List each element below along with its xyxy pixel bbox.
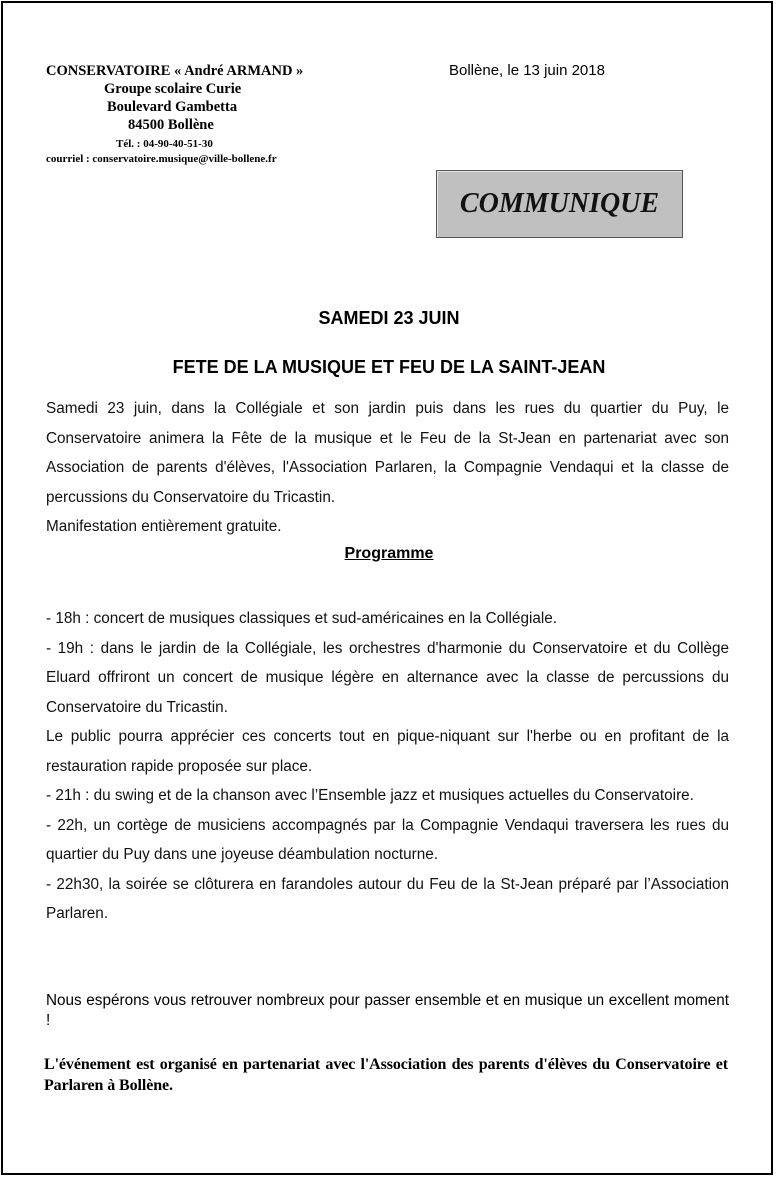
org-street: Boulevard Gambetta [107, 99, 238, 115]
programme-item-18h: - 18h : concert de musiques classiques et sud-américaines en la Collégiale. [46, 610, 558, 627]
programme-item-22h: - 22h, un cortège de musiciens accompagnés par la Compagnie Vendaqui traversera les rues du quartier du Puy dans une joyeuse déambulation nocturne. [46, 816, 729, 863]
dateline: Bollène, le 13 juin 2018 [449, 62, 605, 79]
intro-section [46, 394, 729, 542]
event-title-heading: FETE DE LA MUSIQUE ET FEU DE LA SAINT-JEAN [172, 357, 606, 377]
communique-badge [436, 170, 683, 238]
org-group: Groupe scolaire Curie [104, 81, 242, 97]
intro-paragraph: Samedi 23 juin, dans la Collégiale et son jardin puis dans les rues du quartier du Puy, le Conservatoire animera la Fête de la musique et le Feu de la St-Jean en partenariat avec son Association de parents d'élèves, l'Association Parlaren, la Compagnie Vendaqui et la classe de percussions du Conservatoire du Tricastin. [46, 400, 729, 506]
programme-item-picnic: Le public pourra apprécier ces concerts tout en pique-niquant sur l'herbe ou en profitant de la restauration rapide proposée sur place. [46, 728, 729, 775]
org-name: CONSERVATOIRE « André ARMAND » [46, 63, 304, 79]
org-phone: Tél. : 04-90-40-51-30 [116, 138, 213, 150]
org-email: courriel : conservatoire.musique@ville-bollene.fr [46, 153, 277, 165]
org-city: 84500 Bollène [128, 117, 214, 133]
communique-label: COMMUNIQUE [459, 188, 660, 219]
programme-list [46, 604, 729, 929]
free-entry-note: Manifestation entièrement gratuite. [46, 518, 282, 535]
closing-paragraph: Nous espérons vous retrouver nombreux pour passer ensemble et en musique un excellent moment ! [46, 992, 729, 1029]
programme-item-22h30: - 22h30, la soirée se clôturera en farandoles autour du Feu de la St-Jean préparé par l’Association Parlaren. [46, 875, 729, 922]
partner-note: L'événement est organisé en partenariat avec l'Association des parents d'élèves du Conservatoire et Parlaren à Bollène. [44, 1056, 728, 1094]
sender-block [46, 62, 346, 167]
programme-item-19h: - 19h : dans le jardin de la Collégiale, les orchestres d'harmonie du Conservatoire et du Collège Eluard offriront un concert de musique légère en alternance avec la classe de percussions du Conservatoire du Tricastin. [46, 639, 729, 716]
event-date-heading: SAMEDI 23 JUIN [318, 308, 460, 328]
programme-item-21h: - 21h : du swing et de la chanson avec l’Ensemble jazz et musiques actuelles du Conservatoire. [46, 787, 694, 804]
programme-heading: Programme [344, 545, 434, 562]
